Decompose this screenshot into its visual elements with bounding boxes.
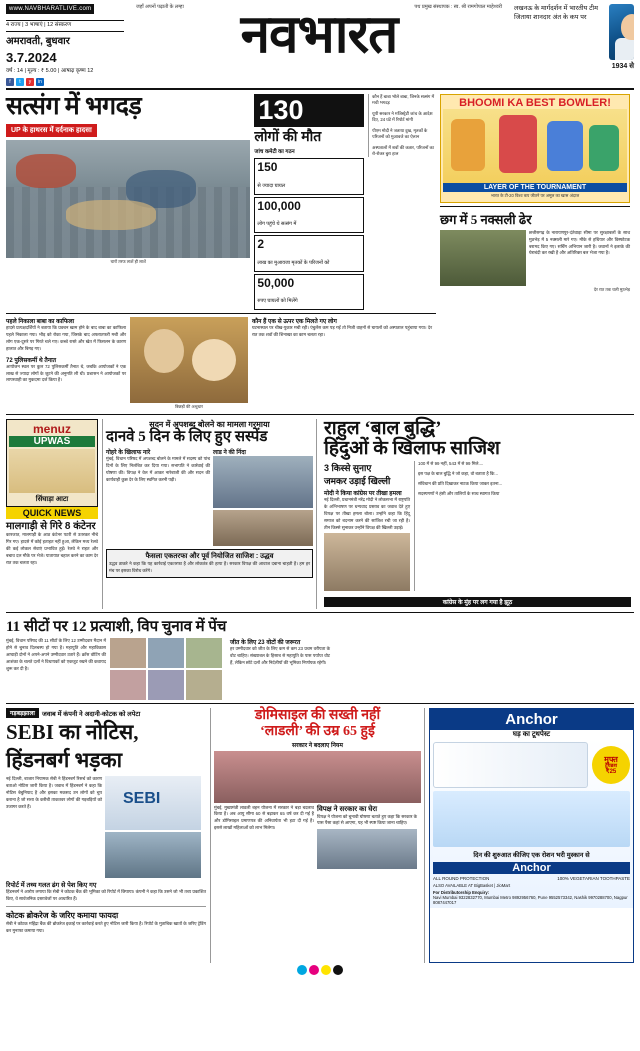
linkedin-icon[interactable]: in xyxy=(36,78,44,86)
stat-4 xyxy=(254,274,364,311)
amul-headline: BHOOMI KA BEST BOWLER! xyxy=(459,96,611,109)
cmyk-registration-marks xyxy=(6,965,634,975)
masthead-right xyxy=(514,4,634,71)
sadan-photo-2 xyxy=(213,510,313,546)
candidate-photo xyxy=(148,638,184,668)
menuz-pack-image xyxy=(9,449,95,493)
seats-headline: 11 सीटों पर 12 प्रत्याशी, विप चुनाव में पेंच xyxy=(6,619,227,636)
candidate-photo xyxy=(148,670,184,700)
seats-text: मुंबई, विधान परिषद की 11 सीटों के लिए 12 उम्मीदवार मैदान में होने से चुनाव दिलचस्प हो गया है। महायुति और महाविकास आघाड़ी दोनों ने अपने-अपने उम्मीदवार उतारे हैं। क्रॉस वोटिंग की आशंका के चलते दलों ने विधायकों को एकजुट रखने की कवायद शुरू कर दी है। xyxy=(6,638,106,671)
masthead-center xyxy=(124,4,514,64)
anchor-veg-note: 100% VEGETARIAN TOOTHPASTE xyxy=(557,876,630,882)
domicile-text: मुंबई, मुख्यमंत्री लाडली बहन योजना में सरकार ने बड़ा बदलाव किया है। अब आयु सीमा 60 से बढ़ाकर 65 वर्ष कर दी गई है और डोमिसाइल प्रमाणपत्र की अनिवार्यता भी हटा दी गई है। इससे लाखों महिलाओं को लाभ मिलेगा। xyxy=(214,804,314,831)
lead-kicker: UP के हाथरस में दर्दनाक हादसा xyxy=(6,124,97,137)
stat-1-value: 150 xyxy=(257,159,278,174)
sub1-text: हादसे प्रत्यक्षदर्शियों ने बताया कि प्रवचन खत्म होने के बाद बाबा का काफिला पहले निकाला गया। भीड़ को रोका गया, जिसके बाद अफरातफरी मची और लोग एक-दूसरे पर गिरते चले गए। कच्चे रास्ते और खेत में फिसलन के कारण हालात और बिगड़ गए। xyxy=(6,325,126,351)
sebi-sub: रिपोर्ट में तथ्य गलत ढंग से पेश किए गए xyxy=(6,882,97,890)
masthead xyxy=(6,4,634,90)
grief-caption: बिछड़ों की अश्रुधार xyxy=(175,404,203,410)
anchor-availability: ALSO AVAILABLE AT BigBasket | JioMart xyxy=(433,883,511,889)
menuz-line2: सिंघाड़ा आटा xyxy=(35,496,69,504)
lead-photo-caption: चारों तरफ लाशें ही लाशें xyxy=(110,258,146,264)
side-note-2: यूपी सरकार ने मजिस्ट्रेटी जांच के आदेश दिए, 24 घंटे में रिपोर्ट मांगी xyxy=(372,110,433,123)
stat-2-label: लोग पहुंचे थे सत्संग में xyxy=(257,221,297,228)
stat-4-label: रुपए घायलों को मिलेंगे xyxy=(257,298,298,305)
cricketer-photo xyxy=(609,4,634,60)
candidate-photo xyxy=(110,670,146,700)
youtube-icon[interactable]: y xyxy=(26,78,34,86)
stat-2 xyxy=(254,197,364,234)
promo-text: लखनऊ के मार्गदर्शन में भारतीय टीम जिताया शानदार अंत के कप पर xyxy=(514,5,598,22)
sadan-headline: दानवे 5 दिन के लिए हुए सस्पेंड xyxy=(106,429,268,446)
domicile-headline-1: डोमिसाइल की सख्ती नहीं xyxy=(254,708,381,724)
domicile-opp-headline: विपक्ष ने सरकार का घेरा xyxy=(317,805,378,813)
naxal-headline: छग में 5 नक्सली ढेर xyxy=(440,211,532,227)
lead-right-column xyxy=(440,94,630,411)
free-badge-line3: ₹25 xyxy=(605,768,617,775)
sadan-sub2: लाड ने की निंदा xyxy=(213,450,246,457)
rahul-sub: 3 किस्से सुनाए xyxy=(324,463,372,474)
sebi-tag: गड़बड़झाला xyxy=(6,708,39,718)
rahul-headline-1 xyxy=(324,419,631,439)
sadan-story xyxy=(102,419,317,609)
distributor-title: For Distributorship Enquiry: xyxy=(433,890,490,896)
masthead-left xyxy=(6,4,124,86)
rahul-point-0: 100 में से 99 नहीं, 543 में से 99 मिले.... xyxy=(418,461,484,467)
sebi-headline: SEBI का नोटिस, हिंडनबर्ग भड़का xyxy=(6,720,139,773)
uddhav-box-text: उद्धव ठाकरे ने कहा कि यह कार्रवाई एकतरफा है और लोकतंत्र की हत्या है। सरकार विपक्ष की आवाज दबाना चाहती है। हम हर मंच पर इसका विरोध करेंगे। xyxy=(109,561,310,573)
side-note-4: अस्पतालों में शवों की कतार, परिजनों का रो-रोकर बुरा हाल xyxy=(372,144,434,157)
rahul-text: नई दिल्ली, प्रधानमंत्री नरेंद्र मोदी ने लोकसभा में राष्ट्रपति के अभिभाषण पर धन्यवाद प्रस्ताव का जवाब देते हुए विपक्ष पर तीखा हमला बोला। उन्होंने कहा कि हिंदू समाज को बदनाम करने की साजिश रची जा रही है। तीन किस्से सुनाकर उन्होंने विपक्ष की खिल्ली उड़ाई। xyxy=(324,497,410,530)
rahul-point-3: सदस्यगणों ने हंसी और तालियों के साथ स्वागत किया xyxy=(418,490,500,496)
side-note-3: पीएम मोदी ने जताया दुख, मृतकों के परिजनों को मुआवजे का ऐलान xyxy=(372,127,428,140)
uddhav-box xyxy=(106,549,313,578)
kotak-text: सेबी ने कोटक महिंद्रा बैंक की ब्रोकरेज इकाई पर कार्रवाई करते हुए नोटिस जारी किया है। रिपोर्ट के मुताबिक खातों के जरिए ट्रेडिंग कर मुनाफा कमाया गया। xyxy=(6,921,206,933)
edition-strip: 4 राज्य | 3 भाषाएं | 12 संस्करण xyxy=(6,20,124,31)
left-rail xyxy=(6,419,98,609)
newspaper-logo: नवभारत xyxy=(240,6,398,64)
lead-photo xyxy=(6,140,250,258)
naxal-caption: देर रात तक चली मुठभेड़ xyxy=(593,286,630,292)
stat-3 xyxy=(254,235,364,272)
brush-image xyxy=(433,791,630,847)
toothpaste-tube xyxy=(433,742,588,788)
naxal-text: छत्तीसगढ़ के नारायणपुर-दंतेवाड़ा सीमा पर सुरक्षाबलों के साथ मुठभेड़ में 5 नक्सली मारे गए। मौके से हथियार और विस्फोटक बरामद किए गए। सर्चिंग अभियान जारी है। जवानों ने इलाके की घेराबंदी कर रखी है और अतिरिक्त बल भेजा गया है। xyxy=(529,229,630,256)
amul-caption: भारत के टी-20 विश्व कप जीतने पर अमूल का खास अंदाज xyxy=(490,192,580,198)
distributor-numbers: Navi Mumbai 9322832770, Mumbai Metro 9892956760, Pune 9552573342, Nashik 9970288700, Nagpur 8087447017 xyxy=(433,895,628,906)
city-date: अमरावती, बुधवार xyxy=(6,35,70,47)
sub2-headline: 72 पुलिसकर्मी थे तैनात xyxy=(6,357,57,364)
death-count-box xyxy=(254,94,364,127)
candidate-photo xyxy=(186,638,222,668)
menuz-line1: UPWAS xyxy=(9,436,95,447)
middle-section xyxy=(6,419,634,609)
issue-meta: वर्ष : 14 | मूल्य : ₹ 5.00 | आषाढ़ कृष्ण 12 xyxy=(6,67,94,74)
sadan-text: मुंबई, विधान परिषद में अपशब्द बोलने के मामले में सदस्य को पांच दिनों के लिए निलंबित कर दिया गया। सभापति ने कार्रवाई की घोषणा की। विपक्ष ने वेल में आकर नारेबाजी की और सदन की कार्यवाही कुछ देर के लिए स्थगित करनी पड़ी। xyxy=(106,456,210,482)
stat-1 xyxy=(254,158,364,195)
tagline-left: जहाँ अपनों पढ़ाती के लम्हा xyxy=(136,4,184,10)
sebi-story xyxy=(6,708,206,963)
rahul-point-2: संविधान की प्रति दिखाकर नाटक किया जाकर इतना... xyxy=(418,480,503,486)
anchor-brand: Anchor xyxy=(430,709,633,730)
death-count: 130 xyxy=(258,94,304,125)
domicile-photo xyxy=(214,751,421,803)
sadan-kicker: सदन में अपशब्द बोलने का मामला गरमाया xyxy=(149,420,270,430)
modi-photo xyxy=(324,533,410,591)
death-count-label: लोगों की मौत xyxy=(254,127,322,144)
domicile-opp-text: विपक्ष ने योजना को चुनावी घोषणा बताते हुए कहा कि सरकार के पास पैसा कहां से आएगा, यह भी स्पष्ट किया जाना चाहिए। xyxy=(317,813,417,826)
quicknews-text: कारजात, मालगाड़ी के आठ कंटेनर पटरी से उतरकर नीचे गिर गए। हादसे में कोई हताहत नहीं हुआ, लेकिन मध्य रेलवे की कई लोकल सेवाएं प्रभावित हुईं। रेलवे ने राहत और बचाव दल मौके पर भेजे। यातायात बहाल करने का काम देर रात तक चलता रहा। xyxy=(6,532,98,565)
candidate-photo xyxy=(186,670,222,700)
lead-headline: सत्संग में भगदड़ xyxy=(6,92,142,120)
rahul-story xyxy=(321,419,634,609)
anchor-tagline: दिन की शुरुआत कीजिए एक रोशन भरी मुस्कान से xyxy=(473,852,590,860)
grief-photo xyxy=(130,317,248,403)
free-badge-line2: टूथब्रश xyxy=(605,762,617,769)
probe-label: जांच कमेटी का गठन xyxy=(254,148,295,155)
domicile-sub: सरकार ने बदलाए नियम xyxy=(292,742,343,749)
seats-text2: हर उम्मीदवार को जीत के लिए कम से कम 23 प्रथम वरीयता के वोट चाहिए। संख्याबल के हिसाब से महायुति के पास पर्याप्त वोट हैं, लेकिन छोटे दलों और निर्दलीयों की भूमिका निर्णायक रहेगी। xyxy=(230,646,330,666)
candidate-photo xyxy=(110,638,146,668)
amul-artwork xyxy=(443,109,627,183)
menuz-brand: menuz xyxy=(32,422,71,437)
twitter-icon[interactable]: t xyxy=(16,78,24,86)
quicknews-headline: मालगाड़ी से गिरे 8 कंटेनर xyxy=(6,521,96,533)
kotak-headline: कोटक ब्रोकरेज के जरिए कमाया फायदा xyxy=(6,911,119,921)
naxal-story xyxy=(440,210,630,294)
rahul-point-1: इस पक्ष के बाल बुद्धि ने जो कहा, वो बताता है कि... xyxy=(418,471,499,477)
since-label: 1934 से xyxy=(611,63,634,70)
bottom-section xyxy=(6,708,634,963)
sadan-sub1: गोहरे के खिलाफ नारे xyxy=(106,450,151,457)
stat-3-label: लाख का मुआवजा मृतकों के परिजनों को xyxy=(257,259,330,266)
naxal-photo xyxy=(440,230,526,286)
hindenburg-photo xyxy=(105,832,201,878)
domicile-headline-2: ‘लाडली’ की उम्र 65 हुई xyxy=(260,724,375,740)
tagline-right: पथ प्रमुख संस्थापक : स्व. श्री रामगोपाल माहेश्वरी xyxy=(414,4,502,10)
rahul-quote: कांग्रेस के मुंह पर लग गया है झूठ xyxy=(324,597,631,607)
seats-sub: जीत के लिए 23 वोटों की जरूरत xyxy=(230,640,301,647)
facebook-icon[interactable]: f xyxy=(6,78,14,86)
stat-1-label: से ज्यादा घायल xyxy=(257,182,286,189)
lead-side-notes xyxy=(368,94,436,158)
rahul-lead: मोदी ने किया कांग्रेस पर तीखा हमला xyxy=(324,491,402,498)
amul-footer: LAYER OF THE TOURNAMENT xyxy=(443,183,627,192)
free-badge-line1: मुफ्त xyxy=(604,754,618,764)
sub2-text: आयोजन स्थल पर कुल 72 पुलिसकर्मी तैनात थे, जबकि आयोजकों ने एक लाख से ज्यादा लोगों के जुटने की अनुमति ली थी। प्रशासन ने आयोजकों पर लापरवाही का मुकदमा दर्ज किया है। xyxy=(6,363,126,383)
sadan-photo-1 xyxy=(213,456,313,508)
anchor-ad[interactable] xyxy=(429,708,634,963)
sub1-headline: पहले निकाला बाबा का काफिला xyxy=(6,319,75,326)
lead-story-block xyxy=(6,94,634,411)
menuz-ad[interactable] xyxy=(6,419,98,507)
website-tag[interactable]: www.NAVBHARATLIVE.com xyxy=(6,4,94,14)
uddhav-box-headline: फैसला एकतरफा और पूर्व नियोजित साजिश : उद्धव xyxy=(145,553,274,561)
sub3-text: घटनास्थल पर चीख-पुकार मची रही। एंबुलेंस कम पड़ गईं तो निजी वाहनों से घायलों को अस्पताल पहुंचाया गया। देर रात तक शवों की शिनाख्त का काम चलता रहा। xyxy=(252,325,432,338)
free-badge xyxy=(592,746,630,784)
candidate-photo-grid xyxy=(110,638,226,700)
issue-date: 3.7.2024 xyxy=(6,50,57,66)
sebi-text2: हिंडनबर्ग ने आरोप लगाया कि सेबी ने कोटक बैंक की भूमिका को रिपोर्ट में छिपाया। कंपनी ने कहा कि उसने जो भी तथ्य प्रकाशित किए, वे सार्वजनिक दस्तावेजों पर आधारित हैं। xyxy=(6,889,206,902)
rahul-headline-2: हिंदुओं के खिलाफ साजिश xyxy=(324,438,500,460)
quick-news-banner: QUICK NEWS xyxy=(6,507,98,519)
sebi-logo-photo: SEBI xyxy=(105,776,201,830)
anchor-footer-note: ALL ROUND PROTECTION xyxy=(433,876,490,882)
domicile-photo-2 xyxy=(317,829,417,869)
side-note-1: कौन हैं बाबा भोले बाबा, जिनके सत्संग में मची भगदड़ xyxy=(372,93,435,106)
lead-main xyxy=(6,94,436,411)
amul-ad[interactable] xyxy=(440,94,630,203)
seats-story xyxy=(6,616,336,700)
sebi-text: नई दिल्ली, बाजार नियामक सेबी ने हिंडनबर्ग रिसर्च को कारण बताओ नोटिस जारी किया है। जवाब में हिंडनबर्ग ने कहा कि नोटिस बेबुनियाद है और इसका मकसद उन लोगों को चुप कराना है जो सत्ता के करीबी ताकतवर लोगों की गड़बड़ियों को उजागर करते हैं। xyxy=(6,776,102,809)
social-icons xyxy=(6,78,124,86)
sebi-topline: जवाब में कंपनी ने अदानी-कोटक को लपेटा xyxy=(41,710,141,718)
stat-2-value: 100,000 xyxy=(257,198,301,213)
stat-4-value: 50,000 xyxy=(257,275,295,290)
domicile-story xyxy=(210,708,425,963)
rahul-headline-text: राहुल ‘बाल बुद्धि’ xyxy=(324,418,442,440)
anchor-footer-brand: Anchor xyxy=(433,862,630,874)
sub3-headline: कौन हैं एक से ऊपर एक मिलते गए लोग xyxy=(252,319,337,326)
rahul-sub2: जमकर उड़ाई खिल्ली xyxy=(324,476,391,487)
anchor-sub: घड़ का टूथपेस्ट xyxy=(512,731,551,739)
stat-3-value: 2 xyxy=(257,237,265,252)
